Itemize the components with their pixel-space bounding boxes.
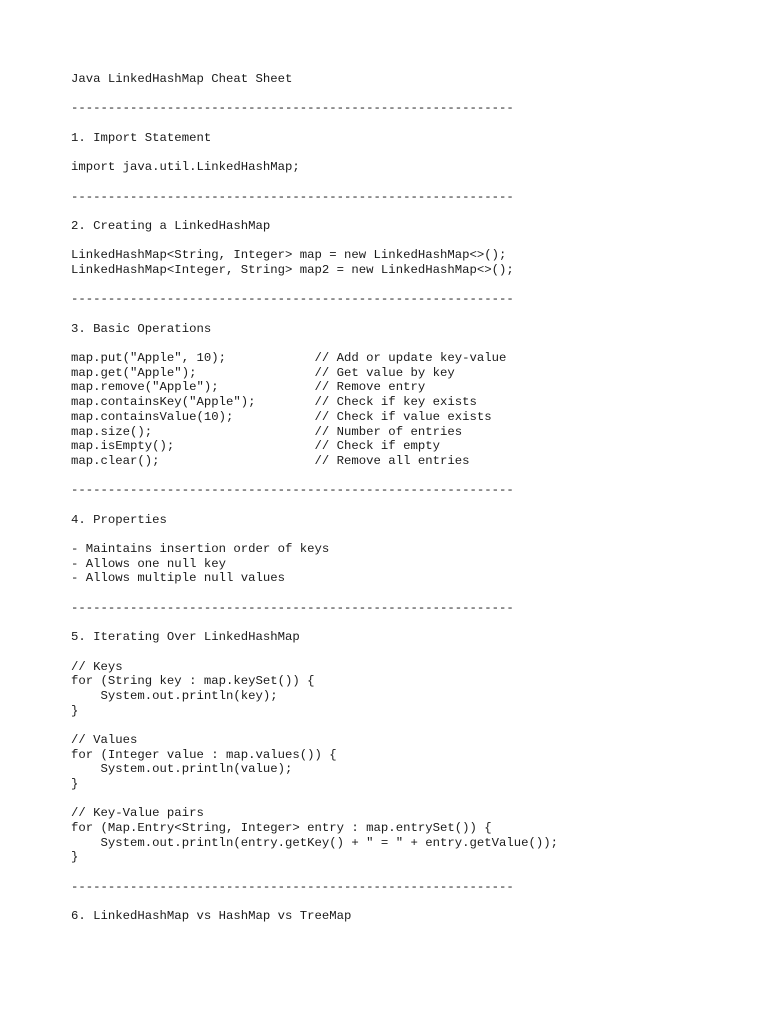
code-line: // Values [71, 732, 138, 747]
document-title: Java LinkedHashMap Cheat Sheet [71, 72, 293, 86]
section-heading: 1. Import Statement [71, 130, 212, 145]
code-line: // Keys [71, 659, 123, 674]
code-line: System.out.println(entry.getKey() + " = " + entry.getValue()); [71, 835, 559, 850]
code-line: } [71, 850, 79, 865]
section-divider: ------------------------------------------------------------ [71, 101, 514, 116]
section-heading: 5. Iterating Over LinkedHashMap [71, 630, 300, 645]
code-line: map.containsValue(10); // Check if value exists [71, 409, 492, 424]
section-divider: ------------------------------------------------------------ [71, 292, 514, 307]
code-line: - Allows multiple null values [71, 571, 286, 586]
code-line: map.put("Apple", 10); // Add or update key-value [71, 351, 507, 366]
document-body [71, 101, 751, 924]
code-line: } [71, 777, 79, 791]
section-heading: 3. Basic Operations [71, 321, 212, 336]
code-line: System.out.println(value); [71, 762, 293, 777]
code-line: map.clear(); // Remove all entries [71, 453, 470, 468]
section-divider: ------------------------------------------------------------ [71, 189, 514, 204]
code-line: for (Map.Entry<String, Integer> entry : map.entrySet()) { [71, 821, 492, 836]
code-line: map.containsKey("Apple"); // Check if key exists [71, 395, 477, 410]
code-line: map.remove("Apple"); // Remove entry [71, 380, 426, 395]
code-line: map.isEmpty(); // Check if empty [71, 439, 440, 454]
code-line: System.out.println(key); [71, 688, 278, 703]
code-line: } [71, 703, 79, 718]
section-divider: ------------------------------------------------------------ [71, 483, 514, 498]
section-divider: ------------------------------------------------------------ [71, 600, 514, 615]
code-line: map.get("Apple"); // Get value by key [71, 365, 455, 380]
code-line: // Key-Value pairs [71, 806, 204, 821]
code-line: - Allows one null key [71, 556, 226, 571]
cheat-sheet-document [71, 72, 751, 924]
code-line: LinkedHashMap<String, Integer> map = new LinkedHashMap<>(); [71, 248, 507, 263]
code-line: for (Integer value : map.values()) { [71, 747, 337, 762]
section-heading: 2. Creating a LinkedHashMap [71, 218, 271, 233]
section-heading: 4. Properties [71, 512, 167, 527]
section-divider: ------------------------------------------------------------ [71, 879, 514, 894]
code-line: LinkedHashMap<Integer, String> map2 = new LinkedHashMap<>(); [71, 262, 514, 277]
code-line: import java.util.LinkedHashMap; [71, 160, 300, 175]
code-line: map.size(); // Number of entries [71, 424, 463, 439]
code-line: for (String key : map.keySet()) { [71, 674, 315, 689]
code-line: - Maintains insertion order of keys [71, 542, 330, 556]
section-heading: 6. LinkedHashMap vs HashMap vs TreeMap [71, 909, 352, 924]
